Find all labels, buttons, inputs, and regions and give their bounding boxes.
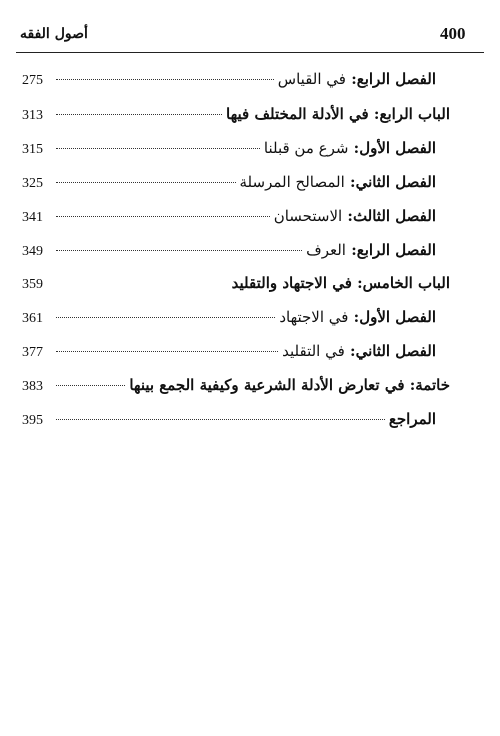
toc-entry-title: شرع من قبلنا: [263, 139, 349, 157]
toc-entry-page: 361: [22, 311, 43, 326]
toc-entry-title: في الاجتهاد: [279, 308, 349, 326]
page-header: [16, 22, 484, 53]
toc-entry-title: في تعارض الأدلة الشرعية وكيفية الجمع بينها: [129, 376, 405, 394]
toc-entry-title: الاستحسان: [273, 207, 343, 225]
toc-entry-label: الفصل الثالث: الاستحسان: [273, 207, 436, 225]
toc-entry-label: الباب الرابع: في الأدلة المختلف فيها: [226, 105, 450, 123]
toc-entry-page: 315: [22, 142, 43, 157]
toc-entry-heading: الباب الخامس: [362, 274, 450, 292]
toc-entry: [22, 105, 450, 131]
dot-leader: [56, 215, 270, 217]
toc-entry-label: الفصل الثاني: المصالح المرسلة: [239, 173, 436, 191]
toc-entry: [22, 173, 450, 199]
toc-entry-label: [389, 410, 436, 428]
toc-entry-title: في التقليد: [282, 342, 345, 360]
toc-entry-page: 349: [22, 244, 43, 259]
page-number: 400: [440, 24, 466, 43]
toc-entry-heading: الفصل الثالث: [352, 207, 436, 225]
dot-leader: [56, 350, 278, 352]
toc-entry-page: 395: [22, 413, 43, 428]
toc-entry: [22, 308, 450, 334]
toc-entry: [22, 70, 450, 96]
toc-entry-title: في الأدلة المختلف فيها: [226, 105, 369, 123]
dot-leader: [56, 316, 275, 318]
toc-entry-title: المصالح المرسلة: [239, 173, 345, 191]
toc-entry-label: الفصل الثاني: في التقليد: [282, 342, 436, 360]
toc-entry-label: الفصل الأول: في الاجتهاد: [279, 308, 436, 326]
toc-entry-page: 377: [22, 345, 43, 360]
dot-leader: [56, 384, 125, 386]
toc-entry-heading: المراجع: [388, 410, 436, 428]
toc-entry-title: في الاجتهاد والتقليد: [231, 274, 352, 292]
toc-entry-page: 313: [22, 108, 43, 123]
toc-entry-heading: الفصل الرابع: [356, 241, 436, 259]
dot-leader: [56, 181, 236, 183]
toc-entry-page: 341: [22, 210, 43, 225]
toc-entry-label: الفصل الأول: شرع من قبلنا: [263, 139, 436, 157]
dot-leader: [56, 249, 302, 251]
toc-entry-page: 383: [22, 379, 43, 394]
toc-entry-heading: خاتمة: [415, 376, 450, 394]
dot-leader: [56, 113, 222, 115]
toc-entry-page: 275: [22, 73, 43, 88]
running-title: أصول الفقه: [20, 26, 88, 42]
toc-entry-title: العرف: [306, 241, 346, 259]
toc-entry-label: خاتمة: في تعارض الأدلة الشرعية وكيفية الجمع بينها: [129, 376, 450, 394]
dot-leader: [56, 418, 385, 420]
toc-entry-heading: الفصل الأول: [359, 139, 436, 157]
dot-leader: [56, 78, 274, 80]
toc-entry-title: في القياس: [277, 70, 346, 88]
toc-entry: [22, 376, 450, 402]
toc-entry-label: الفصل الرابع: العرف: [306, 241, 436, 259]
toc-entry-heading: الفصل الرابع: [356, 70, 436, 88]
toc-entry-heading: الفصل الثاني: [355, 342, 436, 360]
toc-entry: [22, 241, 450, 267]
toc-entry: [22, 274, 450, 300]
toc-entry-page: 359: [22, 277, 43, 292]
toc-entry: [22, 342, 450, 368]
toc-entry-label: الباب الخامس: في الاجتهاد والتقليد: [231, 274, 450, 292]
toc-entry: [22, 207, 450, 233]
toc-entry-heading: الفصل الثاني: [355, 173, 436, 191]
toc-entry: [22, 410, 450, 436]
dot-leader: [56, 147, 260, 149]
toc-entry-heading: الباب الرابع: [379, 105, 450, 123]
toc-entry-label: الفصل الرابع: في القياس: [277, 70, 436, 88]
toc-entry: [22, 139, 450, 165]
toc-entry-heading: الفصل الأول: [359, 308, 436, 326]
toc-entry-page: 325: [22, 176, 43, 191]
